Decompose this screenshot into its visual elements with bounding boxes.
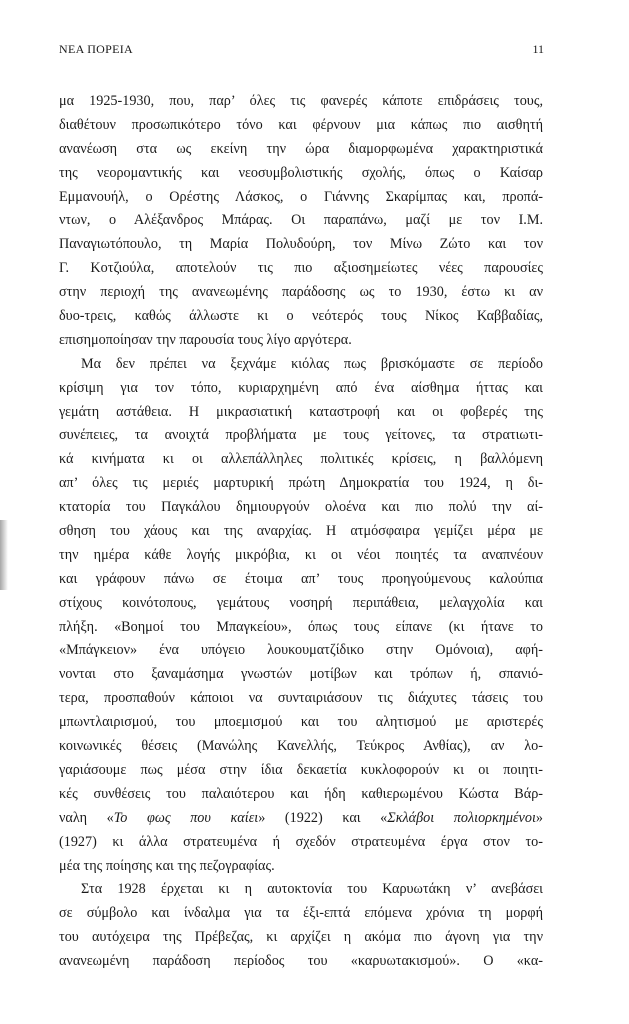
- text-line: κοινωνικές θέσεις (Μανώλης Κανελλής, Τεύκρος Ανθίας), αν λο-: [59, 738, 543, 755]
- text-fragment: ναλη «: [59, 809, 114, 826]
- text-line: μα 1925-1930, που, παρ’ όλες τις φανερές κάποτε επιδράσεις τους,: [59, 93, 543, 109]
- text-line: ντων, ο Αλέξανδρος Μπάρας. Οι παραπάνω, μαζί με τον Ι.Μ.: [59, 212, 543, 229]
- text-line: κτατορία του Παγκάλου δημιουργούν ολοένα και πιο πολύ την αί-: [59, 499, 543, 516]
- text-line-with-titles: [59, 807, 543, 831]
- text-line: σθηση του χάους και της αναρχίας. Η ατμόσφαιρα γεμίζει μέρα με: [59, 523, 543, 540]
- text-line: την ημέρα κάθε λογής μικρόβια, κι οι νέοι ποιητές τα αναπνέουν: [59, 546, 543, 563]
- text-line: Γ. Κοτζιούλα, αποτελούν τις πιο αξιοσημείωτες νέες παρουσίες: [59, 260, 543, 277]
- book-title: Σκλάβοι πολιορκημένοι: [387, 809, 536, 826]
- text-line: κρίσιμη για τον τόπο, κυριαρχημένη από ένα αίσθημα ήττας και: [59, 379, 543, 396]
- paragraph-first-line: Στα 1928 έρχεται κι η αυτοκτονία του Καρυωτάκη ν’ ανεβάσει: [81, 881, 543, 898]
- text-line: συνέπειες, τα ανοιχτά προβλήματα με τους γείτονες, τα στρατιωτι-: [59, 427, 543, 444]
- text-line: «Μπάγκειον» ένα υπόγειο λουκουματζίδικο στην Ομόνοια), αφή-: [59, 642, 543, 659]
- text-line: επισημοποίησαν την παρουσία τους λίγο αργότερα.: [59, 331, 352, 348]
- text-line: σε σύμβολο και ίνδαλμα για τα έξι-επτά επόμενα χρόνια τη μορφή: [59, 905, 543, 922]
- text-line: πλήξη. «Βοημοί του Μπαγκείου», όπως τους είπανε (κι ήτανε το: [59, 618, 543, 635]
- text-line: τερα, προσπαθούν κάποιοι να συνταιριάσουν τις διάχυτες τάσεις του: [59, 690, 543, 707]
- text-line: Εμμανουήλ, ο Ορέστης Λάσκος, ο Γιάννης Σκαρίμπας και, προπά-: [59, 188, 543, 205]
- paragraph-first-line: Μα δεν πρέπει να ξεχνάμε κιόλας πως βρισκόμαστε σε περίοδο: [81, 355, 543, 372]
- running-head: ΝΕΑ ΠΟΡΕΙΑ: [59, 42, 133, 56]
- text-line: στην περιοχή της ανανεωμένης παράδοσης ως το 1930, έστω κι αν: [59, 284, 543, 301]
- text-line: διαθέτουν προσωπικότερο τόνο και φέρνουν μια κάπως πιο αισθητή: [59, 116, 543, 133]
- text-line: γεμάτη αστάθεια. Η μικρασιατική καταστροφή και οι φοβερές της: [59, 403, 543, 420]
- text-line: μέα της ποίησης και της πεζογραφίας.: [59, 857, 275, 874]
- text-line: μπωντλαιρισμού, του μποεμισμού και του αλητισμού με αριστερές: [59, 714, 543, 731]
- text-line: κές συνθέσεις του παλαιότερου και ήδη καθιερωμένου Κώστα Βάρ-: [59, 785, 543, 802]
- text-line: κά κινήματα κι οι αλλεπάλληλες πολιτικές κρίσεις, η βαλλόμενη: [59, 451, 543, 468]
- text-line: δυο-τρεις, καθώς άλλωστε κι ο νεότερός τους Νίκος Καββαδίας,: [59, 308, 543, 325]
- page-number: 11: [532, 42, 544, 56]
- text-fragment: »: [535, 809, 543, 826]
- text-line: και γράφουν πάνω σε έτοιμα απ’ τους προηγούμενους καλούπια: [59, 570, 543, 587]
- body-text: [59, 90, 543, 974]
- text-line: στίχους κοινότοπους, γεμάτους νοσηρή περιπάθεια, μελαγχολία και: [59, 594, 543, 611]
- text-fragment: » (1922) και «: [258, 809, 388, 826]
- page-edge-shadow: [0, 520, 8, 590]
- text-line: ανανέωση στα ως εκείνη την ώρα διαμορφωμένα χαρακτηριστικά: [59, 140, 543, 157]
- text-line: γαριάσουμε πως μέσα στην ίδια δεκαετία κυκλοφορούν κι οι ποιητι-: [59, 761, 543, 778]
- text-line: νονται στο ξαναμάσημα γνωστών μοτίβων και τρόπων ή, σπανιό-: [59, 666, 543, 683]
- text-line: ανανεωμένη παράδοση περίοδος του «καρυωτακισμού». Ο «κα-: [59, 953, 543, 970]
- text-line: της νεορομαντικής και νεοσυμβολιστικής σχολής, όπως ο Καίσαρ: [59, 164, 543, 181]
- text-line: του αυτόχειρα της Πρέβεζας, κι αρχίζει η ακόμα πιο άγονη για την: [59, 929, 543, 946]
- text-line: Παναγιωτόπουλο, τη Μαρία Πολυδούρη, τον Μίνω Ζώτο και τον: [59, 236, 543, 253]
- text-line: απ’ όλες τις μεριές μαρτυρική πρώτη Δημοκρατία του 1924, η δι-: [59, 475, 543, 492]
- book-title: Το φως που καίει: [113, 809, 259, 826]
- text-line: (1927) κι άλλα στρατευμένα ή σχεδόν στρατευμένα έργα στον το-: [59, 833, 543, 850]
